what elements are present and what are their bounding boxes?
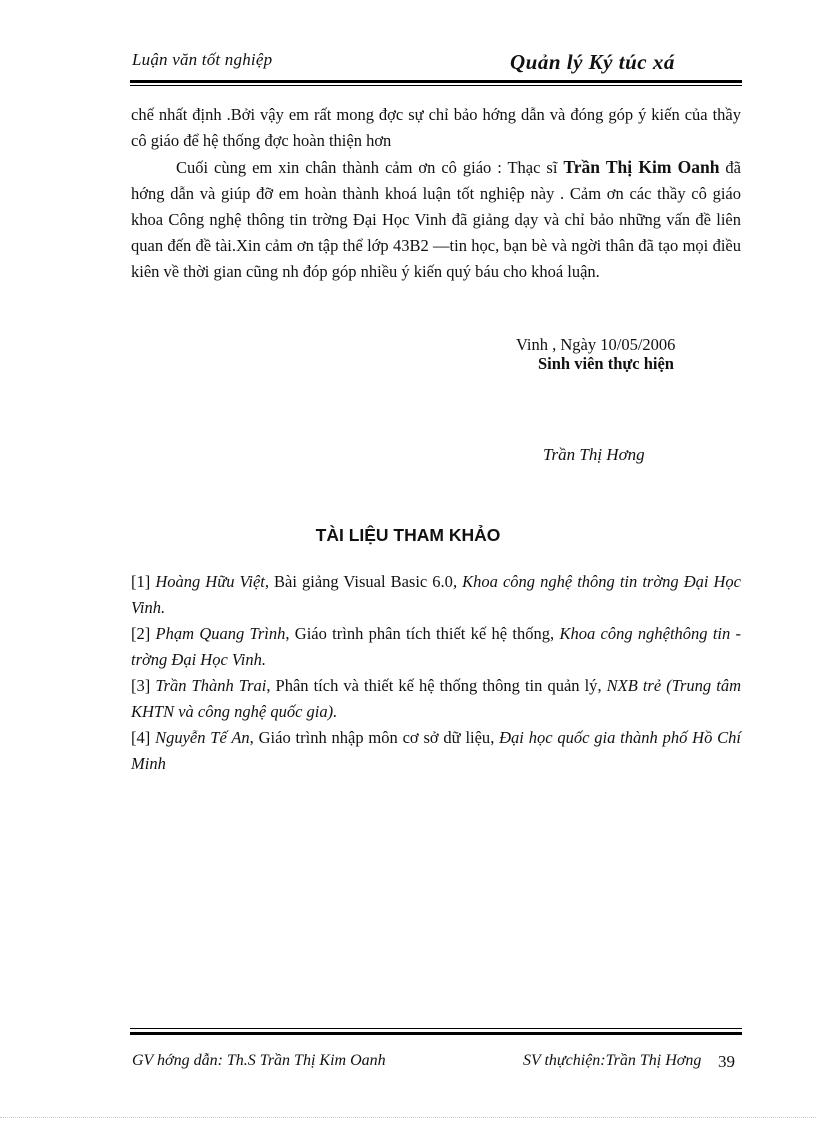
ref-title: Phân tích và thiết kế hệ thống thông tin quản lý — [275, 676, 598, 695]
page-number: 39 — [718, 1052, 735, 1071]
reference-item — [131, 569, 741, 621]
footer-advisor: GV hớng dẫn: Th.S Trần Thị Kim Oanh — [132, 1052, 386, 1069]
references-list — [131, 569, 741, 777]
header-thesis-label: Luận văn tốt nghiệp — [132, 50, 273, 69]
ref-number: [4] — [131, 728, 156, 747]
ref-author: Nguyễn Tế An — [155, 728, 250, 747]
ref-title: Bài giảng Visual Basic 6.0 — [274, 572, 453, 591]
references-title: TÀI LIỆU THAM KHẢO — [315, 525, 501, 545]
header-rule-thick — [130, 80, 742, 83]
reference-item — [131, 621, 741, 673]
ref-separator: , — [550, 624, 560, 643]
ref-publisher: Đại học quốc gia thành phố Hồ Chí Minh — [131, 728, 741, 773]
ref-author: Hoàng Hữu Việt — [155, 572, 265, 591]
ref-author: Trần Thành Trai — [155, 676, 267, 695]
ref-separator: , — [266, 676, 276, 695]
ref-publisher: Khoa công nghệthông tin - trờng Đại Học Vinh. — [131, 624, 742, 669]
paragraph-acknowledgement — [131, 154, 741, 285]
ref-title: Giáo trình nhập môn cơ sở dữ liệu — [258, 728, 491, 747]
ref-number: [2] — [131, 624, 156, 643]
header-topic-title: Quản lý Ký túc xá — [510, 50, 675, 74]
footer-student: SV thựchiện:Trần Thị Hơng — [523, 1052, 702, 1069]
page-edge-dotted-line — [0, 1117, 816, 1118]
reference-item — [131, 725, 741, 777]
ack-text-before: Cuối cùng em xin chân thành cảm ơn cô giáo : Thạc sĩ — [176, 158, 564, 177]
ack-text-after: đã hớng dẫn và giúp đỡ em hoàn thành khoá luận tốt nghiệp này . Cảm ơn các thầy cô giáo khoa Công nghệ thông tin trờng Đại Học Vinh đã giảng dạy và chỉ bảo những vấn đề liên quan đến đề tài.Xin cảm ơn tập thể lớp 43B2 —tin học, bạn bè và ngời thân đã tạo mọi điều kiên về thời gian cũng nh đóp góp nhiều ý kiến quý báu cho khoá luận. — [131, 158, 741, 281]
advisor-name: Trần Thị Kim Oanh — [563, 157, 720, 177]
ref-separator: , — [264, 572, 275, 591]
ref-separator: , — [452, 572, 463, 591]
ref-separator: , — [490, 728, 500, 747]
signature-role: Sinh viên thực hiện — [538, 354, 674, 373]
ref-publisher: NXB trẻ (Trung tâm KHTN và công nghệ quốc gia). — [131, 676, 741, 721]
ref-number: [3] — [131, 676, 156, 695]
footer-rule-thin — [130, 1028, 742, 1029]
reference-item — [131, 673, 741, 725]
header-rule-thin — [130, 85, 742, 86]
paragraph-continuation: chế nhất định .Bởi vậy em rất mong đợc sự chỉ bảo hớng dẫn và đóng góp ý kiến của thầy cô giáo để hệ thống đợc hoàn thiện hơn — [131, 105, 741, 150]
ref-title: Giáo trình phân tích thiết kế hệ thống — [294, 624, 550, 643]
ref-publisher: Khoa công nghệ thông tin trờng Đại Học Vinh. — [131, 572, 741, 617]
ref-separator: , — [249, 728, 259, 747]
ref-separator: , — [597, 676, 607, 695]
ref-separator: , — [285, 624, 295, 643]
signature-date: Vinh , Ngày 10/05/2006 — [516, 335, 676, 354]
ref-number: [1] — [131, 572, 156, 591]
footer-rule-thick — [130, 1032, 742, 1035]
signature-name: Trần Thị Hơng — [543, 445, 645, 464]
ref-author: Phạm Quang Trình — [155, 624, 286, 643]
